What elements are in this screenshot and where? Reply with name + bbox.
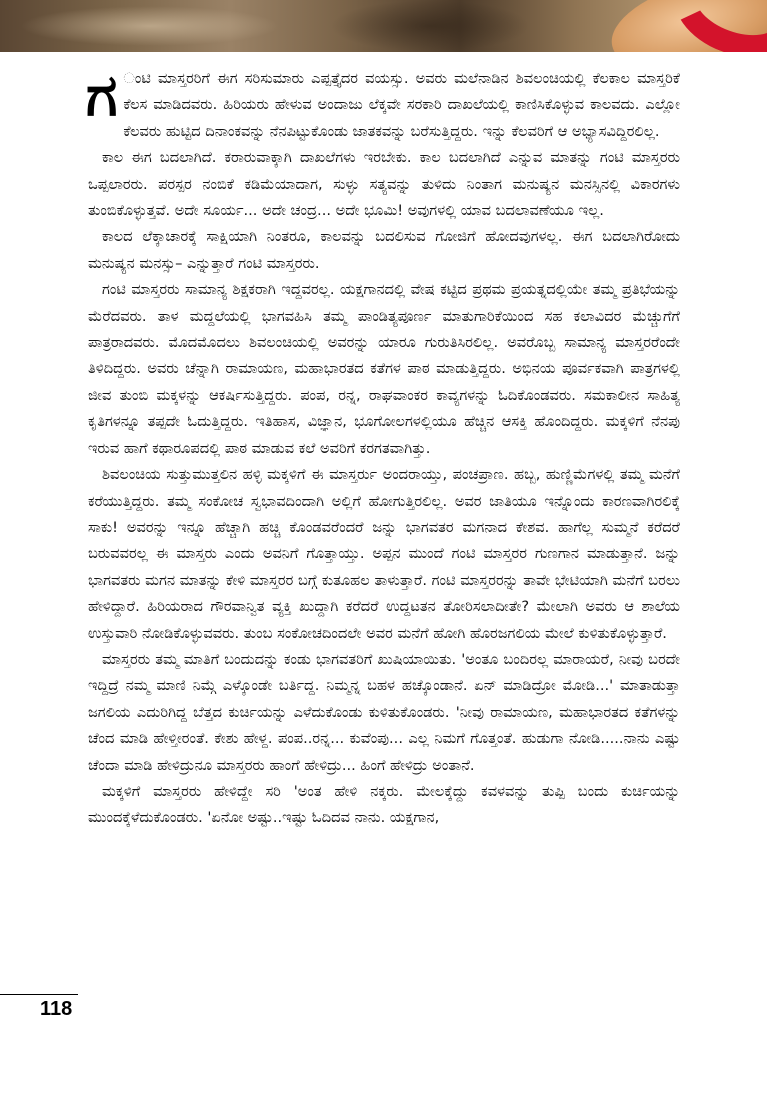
paragraph-2: ಕಾಲ ಈಗ ಬದಲಾಗಿದೆ. ಕರಾರುವಾಕ್ಕಾಗಿ ದಾಖಲೆಗಳು ಇರಬೇಕು. ಕಾಲ ಬದಲಾಗಿದೆ ಎನ್ನುವ ಮಾತನ್ನು ಗಂಟಿ ಮಾಸ್ತರರು ಒಪ್ಪಲಾರರು. ಪರಸ್ಪರ ನಂಬಿಕೆ ಕಡಿಮೆಯಾದಾಗ, ಸುಳ್ಳು ಸತ್ಯವನ್ನು ತುಳಿದು ನಿಂತಾಗ ಮನುಷ್ಯನ ಮನಸ್ಸಿನಲ್ಲಿ ವಿಕಾರಗಳು ತುಂಬಿಕೊಳ್ಳುತ್ತವೆ. ಅದೇ ಸೂರ್ಯ... ಅದೇ ಚಂದ್ರ... ಅದೇ ಭೂಮಿ! ಅವುಗಳಲ್ಲಿ ಯಾವ ಬದಲಾವಣೆಯೂ ಇಲ್ಲ. <box>88 149 680 220</box>
paragraph-6: ಮಾಸ್ತರರು ತಮ್ಮ ಮಾತಿಗೆ ಬಂದುದನ್ನು ಕಂಡು ಭಾಗವತರಿಗೆ ಖುಷಿಯಾಯಿತು. 'ಅಂತೂ ಬಂದಿರಲ್ಲ ಮಾರಾಯರೆ, ನೀವು ಬರದೇ ಇದ್ದಿದ್ರೆ ನಮ್ಮ ಮಾಣಿ ನಿಮ್ಗೆ ಎಳ್ಕೊಂಡೇ ಬರ್ತಿದ್ದ. ನಿಮ್ಮನ್ನ ಬಹಳ ಹಚ್ಕೊಂಡಾನೆ. ಏನ್ ಮಾಡಿದ್ರೋ ಮೋಡಿ...' ಮಾತಾಡುತ್ತಾ ಜಗಲಿಯ ಎದುರಿಗಿದ್ದ ಬೆತ್ತದ ಕುರ್ಚಿಯನ್ನು ಎಳೆದುಕೊಂಡು ಕುಳಿತುಕೊಂಡರು. 'ನೀವು ರಾಮಾಯಣ, ಮಹಾಭಾರತದ ಕತೆಗಳನ್ನು ಚೆಂದ ಮಾಡಿ ಹೇಳ್ತೀರಂತೆ. ಕೇಶು ಹೇಳ್ದ. ಪಂಪ..ರನ್ನ... ಕುವೆಂಪು... ಎಲ್ಲ ನಿಮಗೆ ಗೊತ್ತಂತೆ. ಹುಡುಗಾ ನೋಡಿ.....ನಾನು ಎಷ್ಟು ಚೆಂದಾ ಮಾಡಿ ಹೇಳಿದ್ರುನೂ ಮಾಸ್ತರರು ಹಾಂಗೆ ಹೇಳಿದ್ರು... ಹಿಂಗೆ ಹೇಳಿದ್ರು ಅಂತಾನೆ. <box>88 650 680 774</box>
paragraph-4: ಗಂಟಿ ಮಾಸ್ತರರು ಸಾಮಾನ್ಯ ಶಿಕ್ಷಕರಾಗಿ ಇದ್ದವರಲ್ಲ. ಯಕ್ಷಗಾನದಲ್ಲಿ ವೇಷ ಕಟ್ಟಿದ ಪ್ರಥಮ ಪ್ರಯತ್ನದಲ್ಲಿಯೇ ತಮ್ಮ ಪ್ರತಿಭೆಯನ್ನು ಮೆರೆದವರು. ತಾಳ ಮದ್ದಲೆಯಲ್ಲಿ ಭಾಗವಹಿಸಿ ತಮ್ಮ ಪಾಂಡಿತ್ಯಪೂರ್ಣ ಮಾತುಗಾರಿಕೆಯಿಂದ ಸಹ ಕಲಾವಿದರ ಮೆಚ್ಚುಗೆಗೆ ಪಾತ್ರರಾದವರು. ಮೊದಮೊದಲು ಶಿವಲಂಚಿಯಲ್ಲಿ ಅವರನ್ನು ಯಾರೂ ಗುರುತಿಸಿರಲಿಲ್ಲ. ಅವರೊಬ್ಬ ಸಾಮಾನ್ಯ ಮಾಸ್ತರರೆಂದೇ ತಿಳಿದಿದ್ದರು. ಅವರು ಚೆನ್ನಾಗಿ ರಾಮಾಯಣ, ಮಹಾಭಾರತದ ಕತೆಗಳ ಪಾಠ ಮಾಡುತ್ತಿದ್ದರು. ಅಭಿನಯ ಪೂರ್ವಕವಾಗಿ ಪಾತ್ರಗಳಲ್ಲಿ ಜೀವ ತುಂಬಿ ಮಕ್ಕಳನ್ನು ಆಕರ್ಷಿಸುತ್ತಿದ್ದರು. ಪಂಪ, ರನ್ನ, ರಾಘವಾಂಕರ ಕಾವ್ಯಗಳನ್ನು ಓದಿಕೊಂಡವರು. ಸಮಕಾಲೀನ ಸಾಹಿತ್ಯ ಕೃತಿಗಳನ್ನೂ ತಪ್ಪದೇ ಓದುತ್ತಿದ್ದರು. ಇತಿಹಾಸ, ವಿಜ್ಞಾನ, ಭೂಗೋಲಗಳಲ್ಲಿಯೂ ಹೆಚ್ಚಿನ ಆಸಕ್ತಿ ಹೊಂದಿದ್ದರು. ಮಕ್ಕಳಿಗೆ ನೆನಪು ಇರುವ ಹಾಗೆ ಕಥಾರೂಪದಲ್ಲಿ ಪಾಠ ಮಾಡುವ ಕಲೆ ಅವರಿಗೆ ಕರಗತವಾಗಿತ್ತು. <box>88 281 680 457</box>
paragraph-7: ಮಕ್ಕಳಿಗೆ ಮಾಸ್ತರರು ಹೇಳಿದ್ದೇ ಸರಿ 'ಅಂತ ಹೇಳಿ ನಕ್ಕರು. ಮೇಲಕ್ಕೆದ್ದು ಕವಳವನ್ನು ತುಪ್ಪಿ ಬಂದು ಕುರ್ಚಿಯನ್ನು ಮುಂದಕ್ಕೆಳೆದುಕೊಂಡರು. 'ಏನೋ ಅಷ್ಟು..ಇಷ್ಟು ಓದಿದವ ನಾನು. ಯಕ್ಷಗಾನ, <box>88 782 680 827</box>
page-number-rule <box>0 994 78 995</box>
paragraph-text: ಂಟಿ ಮಾಸ್ತರರಿಗೆ ಈಗ ಸರಿಸುಮಾರು ಎಪ್ಪತ್ತೈದರ ವಯಸ್ಸು. ಅವರು ಮಲೆನಾಡಿನ ಶಿವಲಂಚಿಯಲ್ಲಿ ಕೆಲಕಾಲ ಮಾಸ್ತರಿಕೆ ಕೆಲಸ ಮಾಡಿದವರು. ಹಿರಿಯರು ಹೇಳುವ ಅಂದಾಜು ಲೆಕ್ಕವೇ ಸರಕಾರಿ ದಾಖಲೆಯಲ್ಲಿ ಕಾಣಿಸಿಕೊಳ್ಳುವ ಕಾಲವದು. ಎಲ್ಲೋ ಕೆಲವರು ಹುಟ್ಟಿದ ದಿನಾಂಕವನ್ನು ನೆನಪಿಟ್ಟುಕೊಂಡು ಜಾತಕವನ್ನು ಬರೆಸುತ್ತಿದ್ದರು. ಇನ್ನು ಕೆಲವರಿಗೆ ಆ ಅಭ್ಯಾಸವಿದ್ದಿರಲಿಲ್ಲ. <box>123 70 680 140</box>
banner-shadow <box>330 0 530 52</box>
banner-texture <box>20 6 280 46</box>
paragraph-3: ಕಾಲದ ಲೆಕ್ಕಾಚಾರಕ್ಕೆ ಸಾಕ್ಷಿಯಾಗಿ ನಿಂತರೂ, ಕಾಲವನ್ನು ಬದಲಿಸುವ ಗೋಜಿಗೆ ಹೋದವುಗಳಲ್ಲ. ಈಗ ಬದಲಾಗಿರೋದು ಮನುಷ್ಯನ ಮನಸ್ಸು– ಎನ್ನುತ್ತಾರೆ ಗಂಟಿ ಮಾಸ್ತರರು. <box>88 228 680 272</box>
page-number: 118 <box>40 998 73 1020</box>
drop-cap: ಗ <box>86 61 118 129</box>
paragraph-1 <box>86 61 680 145</box>
paragraph-5: ಶಿವಲಂಚಿಯ ಸುತ್ತುಮುತ್ತಲಿನ ಹಳ್ಳಿ ಮಕ್ಕಳಿಗೆ ಈ ಮಾಸ್ತರ್ರು ಅಂದರಾಯ್ತು, ಪಂಚಪ್ರಾಣ. ಹಬ್ಬ, ಹುಣ್ಣಿಮೆಗಳಲ್ಲಿ ತಮ್ಮ ಮನೆಗೆ ಕರೆಯುತ್ತಿದ್ದರು. ತಮ್ಮ ಸಂಕೋಚ ಸ್ವಭಾವದಿಂದಾಗಿ ಅಲ್ಲಿಗೆ ಹೋಗುತ್ತಿರಲಿಲ್ಲ. ಅವರ ಜಾತಿಯೂ ಇನ್ನೊಂದು ಕಾರಣವಾಗಿರಲಿಕ್ಕೆ ಸಾಕು! ಅವರನ್ನು ಇನ್ನೂ ಹೆಚ್ಚಾಗಿ ಹಚ್ಚಿ ಕೊಂಡವರೆಂದರೆ ಜನ್ನು ಭಾಗವತರ ಮಗನಾದ ಕೇಶವ. ಹಾಗೆಲ್ಲ ಸುಮ್ಮನೆ ಕರೆದರೆ ಬರುವವರಲ್ಲ ಈ ಮಾಸ್ತರು ಎಂದು ಅವನಿಗೆ ಗೊತ್ತಾಯ್ತು. ಅಪ್ಪನ ಮುಂದೆ ಗಂಟಿ ಮಾಸ್ತರರ ಗುಣಗಾನ ಮಾಡುತ್ತಾನೆ. ಜನ್ನು ಭಾಗವತರು ಮಗನ ಮಾತನ್ನು ಕೇಳಿ ಮಾಸ್ತರರ ಬಗ್ಗೆ ಕುತೂಹಲ ತಾಳುತ್ತಾರೆ. ಗಂಟಿ ಮಾಸ್ತರರನ್ನು ತಾವೇ ಭೇಟಿಯಾಗಿ ಮನೆಗೆ ಬರಲು ಹೇಳಿದ್ದಾರೆ. ಹಿರಿಯರಾದ ಗೌರವಾನ್ವಿತ ವ್ಯಕ್ತಿ ಖುದ್ದಾಗಿ ಕರೆದರೆ ಉದ್ದಟತನ ತೋರಿಸಲಾದೀತೇ? ಮೇಲಾಗಿ ಅವರು ಆ ಶಾಲೆಯ ಉಸ್ತುವಾರಿ ನೋಡಿಕೊಳ್ಳುವವರು. ತುಂಬ ಸಂಕೋಚದಿಂದಲೇ ಅವರ ಮನೆಗೆ ಹೋಗಿ ಹೊರಜಗಲಿಯ ಮೇಲೆ ಕುಳಿತುಕೊಳ್ಳುತ್ತಾರೆ. <box>88 466 680 642</box>
header-banner-image <box>0 0 767 52</box>
article-body <box>86 61 680 832</box>
